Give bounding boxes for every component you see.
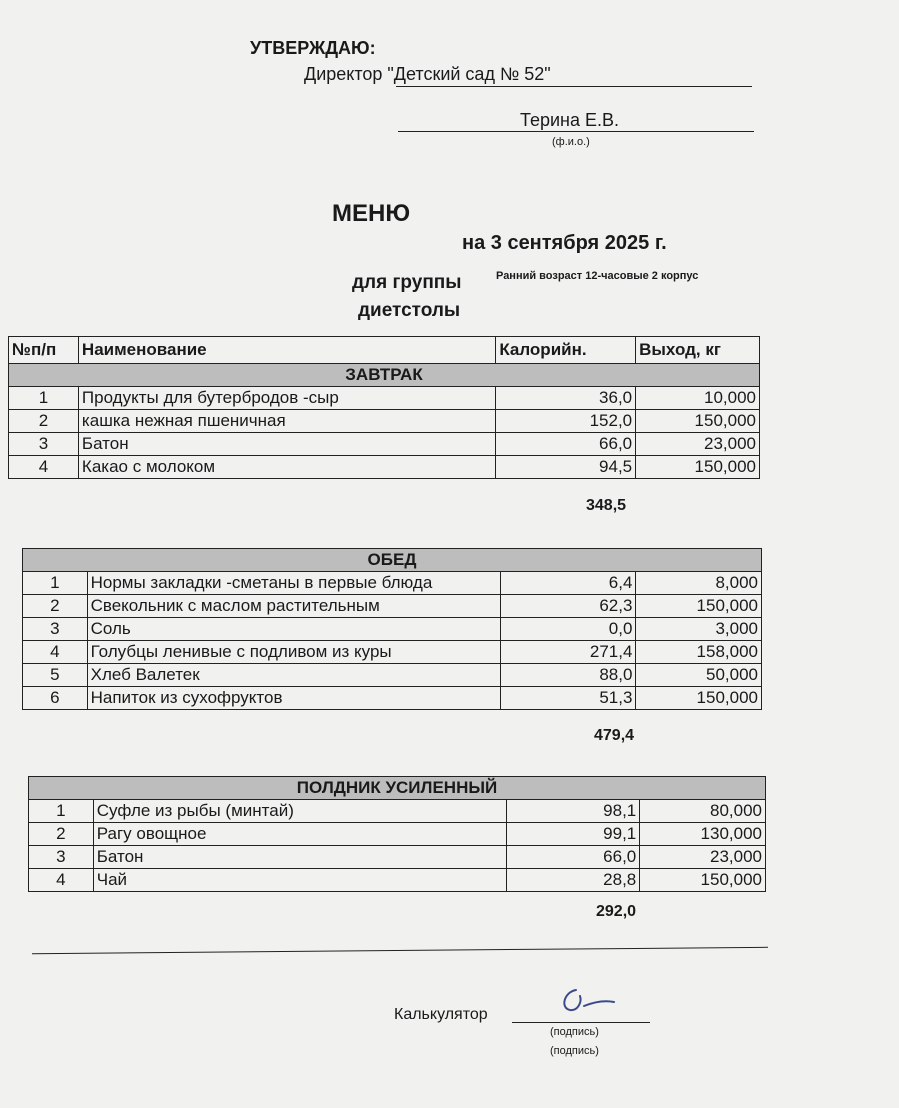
row-calories: 271,4 [501, 641, 636, 664]
row-name: Суфле из рыбы (минтай) [93, 800, 506, 823]
table-row [23, 664, 762, 687]
row-calories: 66,0 [506, 846, 640, 869]
table-row [23, 618, 762, 641]
table-header-row [9, 337, 760, 364]
row-output: 10,000 [636, 387, 760, 410]
fio-label: (ф.и.о.) [552, 136, 590, 148]
director-name-underline [398, 131, 754, 132]
menu-date: на 3 сентября 2025 г. [462, 232, 667, 254]
director-underline [396, 86, 752, 87]
row-num: 4 [9, 456, 79, 479]
table-row [9, 387, 760, 410]
row-num: 1 [9, 387, 79, 410]
row-output: 23,000 [640, 846, 766, 869]
row-name: Соль [87, 618, 500, 641]
table-row [29, 800, 766, 823]
section-title: ОБЕД [23, 549, 762, 572]
row-calories: 28,8 [506, 869, 640, 892]
section-header-breakfast [9, 364, 760, 387]
row-name: Нормы закладки -сметаны в первые блюда [87, 572, 500, 595]
row-name: Свекольник с маслом растительным [87, 595, 500, 618]
row-calories: 6,4 [501, 572, 636, 595]
row-name: Голубцы ленивые с подливом из куры [87, 641, 500, 664]
row-num: 1 [23, 572, 88, 595]
table-row [29, 823, 766, 846]
section-title: ПОЛДНИК УСИЛЕННЫЙ [29, 777, 766, 800]
row-output: 150,000 [636, 687, 762, 710]
row-num: 2 [23, 595, 88, 618]
table-row [23, 572, 762, 595]
calculator-signature-line [512, 1022, 650, 1023]
table-row [9, 410, 760, 433]
header-calories: Калорийн. [496, 337, 636, 364]
row-calories: 94,5 [496, 456, 636, 479]
breakfast-table [8, 336, 760, 479]
row-calories: 88,0 [501, 664, 636, 687]
row-output: 158,000 [636, 641, 762, 664]
diet-label: диетстолы [358, 300, 461, 321]
group-label: для группы [352, 272, 462, 293]
section-header-lunch [23, 549, 762, 572]
row-name: Батон [78, 433, 495, 456]
page-title: МЕНЮ [332, 200, 411, 227]
row-num: 6 [23, 687, 88, 710]
director-line: Директор "Детский сад № 52" [304, 64, 551, 84]
director-name: Терина Е.В. [520, 110, 620, 130]
row-output: 8,000 [636, 572, 762, 595]
row-name: Хлеб Валетек [87, 664, 500, 687]
group-value: Ранний возраст 12-часовые 2 корпус [496, 270, 699, 282]
section-title: ЗАВТРАК [9, 364, 760, 387]
row-num: 5 [23, 664, 88, 687]
section-header-afternoon-snack [29, 777, 766, 800]
table-row [23, 687, 762, 710]
row-output: 50,000 [636, 664, 762, 687]
row-name: Рагу овощное [93, 823, 506, 846]
row-output: 150,000 [640, 869, 766, 892]
row-num: 3 [9, 433, 79, 456]
table-row [23, 641, 762, 664]
breakfast-total: 348,5 [586, 497, 627, 514]
signature-label: (подпись) [550, 1026, 599, 1038]
row-calories: 62,3 [501, 595, 636, 618]
row-num: 3 [29, 846, 94, 869]
row-num: 3 [23, 618, 88, 641]
row-calories: 66,0 [496, 433, 636, 456]
header-output: Выход, кг [636, 337, 760, 364]
row-name: кашка нежная пшеничная [78, 410, 495, 433]
lunch-total: 479,4 [594, 727, 635, 744]
signature-label-second: (подпись) [550, 1045, 599, 1057]
row-output: 150,000 [636, 456, 760, 479]
lunch-table [22, 548, 762, 710]
row-output: 3,000 [636, 618, 762, 641]
row-output: 150,000 [636, 410, 760, 433]
row-calories: 0,0 [501, 618, 636, 641]
row-name: Продукты для бутербродов -сыр [78, 387, 495, 410]
approve-label: УТВЕРЖДАЮ: [250, 38, 376, 58]
table-row [9, 433, 760, 456]
row-calories: 51,3 [501, 687, 636, 710]
row-output: 150,000 [636, 595, 762, 618]
signature-icon [556, 984, 626, 1020]
table-row [9, 456, 760, 479]
table-row [29, 869, 766, 892]
afternoon-snack-total: 292,0 [596, 903, 637, 920]
header-name: Наименование [78, 337, 495, 364]
row-num: 2 [29, 823, 94, 846]
row-num: 4 [23, 641, 88, 664]
row-output: 23,000 [636, 433, 760, 456]
row-output: 130,000 [640, 823, 766, 846]
footer-divider [32, 947, 768, 954]
row-calories: 98,1 [506, 800, 640, 823]
row-calories: 36,0 [496, 387, 636, 410]
row-num: 1 [29, 800, 94, 823]
row-output: 80,000 [640, 800, 766, 823]
table-row [23, 595, 762, 618]
row-num: 2 [9, 410, 79, 433]
row-name: Напиток из сухофруктов [87, 687, 500, 710]
header-num: №п/п [9, 337, 79, 364]
row-num: 4 [29, 869, 94, 892]
row-name: Батон [93, 846, 506, 869]
row-name: Какао с молоком [78, 456, 495, 479]
afternoon-snack-table [28, 776, 766, 892]
row-calories: 152,0 [496, 410, 636, 433]
calculator-label: Калькулятор [394, 1006, 488, 1023]
table-row [29, 846, 766, 869]
row-name: Чай [93, 869, 506, 892]
row-calories: 99,1 [506, 823, 640, 846]
